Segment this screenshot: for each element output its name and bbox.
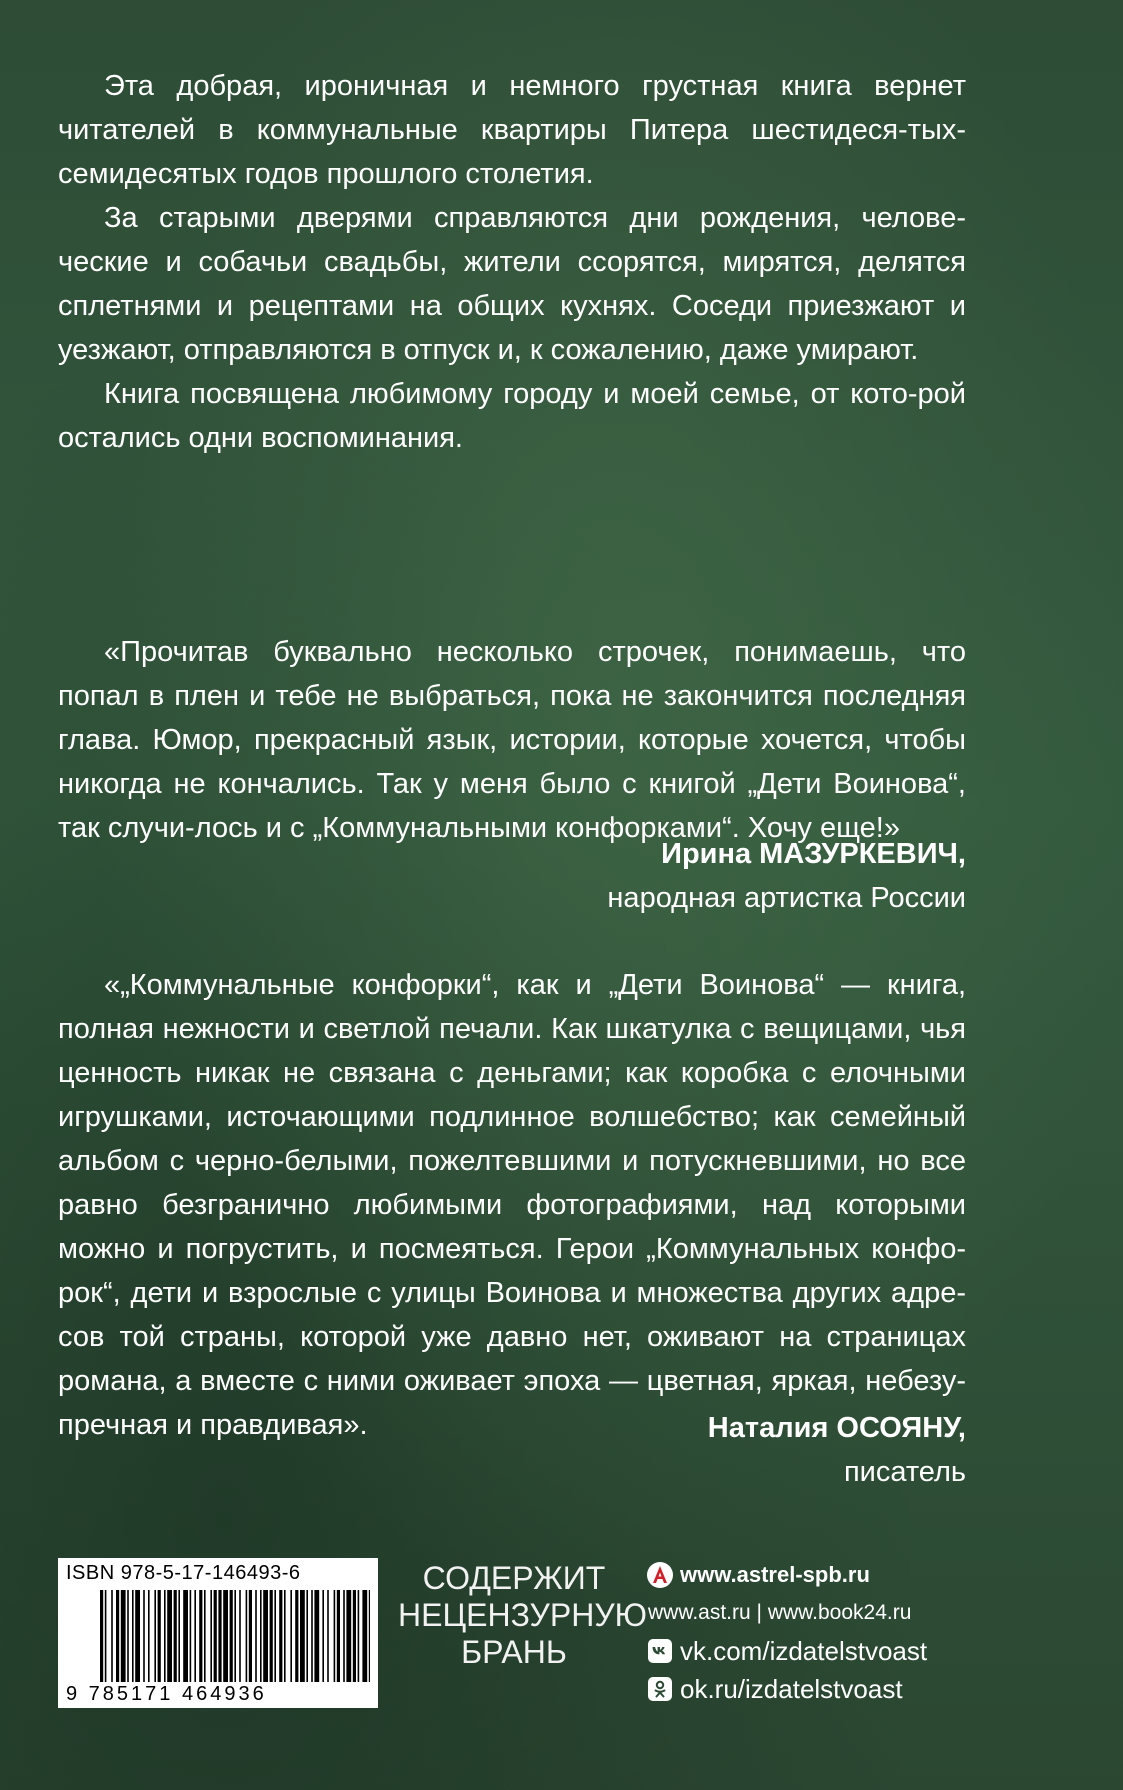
barcode-bar xyxy=(158,1590,161,1682)
barcode-digits: 9 785171 464936 xyxy=(66,1683,267,1705)
barcode-bar xyxy=(148,1590,150,1682)
vk-link[interactable]: vk.com/izdatelstvoast xyxy=(680,1635,928,1666)
barcode-bar xyxy=(255,1590,257,1682)
barcode-bar xyxy=(190,1590,192,1682)
barcode-bar xyxy=(246,1590,248,1682)
barcode-bar xyxy=(279,1590,282,1682)
author-name: Ирина МАЗУРКЕВИЧ, xyxy=(661,838,966,870)
barcode-bar xyxy=(143,1590,145,1682)
barcode-bars xyxy=(100,1590,370,1682)
barcode-bar xyxy=(135,1590,140,1682)
vk-icon xyxy=(646,1637,674,1665)
ok-row xyxy=(646,1670,976,1708)
barcode-bar xyxy=(343,1590,345,1682)
author-name: Наталия ОСОЯНУ, xyxy=(707,1412,966,1444)
other-sites-row xyxy=(646,1594,976,1632)
barcode-bar xyxy=(337,1590,340,1682)
barcode-bar xyxy=(167,1590,172,1682)
barcode-bar xyxy=(239,1590,241,1682)
blurb-paragraph: Эта добрая, ироничная и немного грустная книга вернет читателей в коммунальные квартиры Питера шестидеся-тых-семидесятых годов прошлого столетия. xyxy=(58,70,966,190)
barcode-bar xyxy=(111,1590,113,1682)
barcode-bar xyxy=(314,1590,319,1682)
publisher-contacts xyxy=(646,1556,976,1708)
warning-line: НЕЦЕНЗУРНУЮ xyxy=(398,1597,647,1633)
barcode-bar xyxy=(353,1590,356,1682)
barcode-bar xyxy=(234,1590,236,1682)
warning-line: БРАНЬ xyxy=(461,1634,567,1670)
barcode-bar xyxy=(295,1590,298,1682)
barcode-bar xyxy=(178,1590,180,1682)
barcode-bar xyxy=(199,1590,202,1682)
odnoklassniki-icon xyxy=(646,1675,674,1703)
content-warning xyxy=(398,1560,647,1671)
barcode-bar xyxy=(164,1590,166,1682)
publisher-logo-icon xyxy=(646,1561,674,1589)
barcode-bar xyxy=(127,1590,129,1682)
warning-line: СОДЕРЖИТ xyxy=(422,1560,606,1596)
barcode-bar xyxy=(121,1590,126,1682)
review-quote-1 xyxy=(58,630,966,850)
barcode-bar xyxy=(230,1590,233,1682)
blurb-paragraph: Книга посвящена любимому городу и моей семье, от кото-рой остались одни воспоминания. xyxy=(58,378,966,454)
barcode-bar xyxy=(322,1590,324,1682)
barcode-bar xyxy=(174,1590,177,1682)
barcode-bar xyxy=(334,1590,336,1682)
ok-link[interactable]: ok.ru/izdatelstvoast xyxy=(680,1673,903,1704)
barcode-bar xyxy=(263,1590,268,1682)
barcode-bar xyxy=(132,1590,134,1682)
isbn-number: ISBN 978-5-17-146493-6 xyxy=(66,1562,301,1584)
barcode-bar xyxy=(270,1590,273,1682)
barcode-bar xyxy=(362,1590,367,1682)
barcode-bar xyxy=(284,1590,286,1682)
barcode-bar xyxy=(260,1590,262,1682)
main-site-row xyxy=(646,1556,976,1594)
barcode-bar xyxy=(218,1590,221,1682)
isbn-barcode xyxy=(58,1558,378,1708)
review-author-1 xyxy=(607,832,966,920)
barcode-bar xyxy=(290,1590,292,1682)
barcode-bar xyxy=(154,1590,156,1682)
blurb-paragraph: За старыми дверями справляются дни рождения, челове-ческие и собачьи свадьбы, жители ссорятся, мирятся, делятся сплетнями и рецептами на общих кухнях. Соседи приезжают и уезжают, отправляются в отпуск и, к сожалению, даже умирают. xyxy=(58,202,966,366)
author-role: народная артистка России xyxy=(607,882,966,914)
barcode-bar xyxy=(204,1590,206,1682)
barcode-bar xyxy=(358,1590,360,1682)
barcode-bar xyxy=(116,1590,119,1682)
barcode-bar xyxy=(214,1590,217,1682)
book-blurb xyxy=(58,64,966,460)
barcode-bar xyxy=(194,1590,196,1682)
author-role: писатель xyxy=(843,1456,966,1488)
barcode-bar xyxy=(249,1590,252,1682)
review-text: «„Коммунальные конфорки“, как и „Дети Воинова“ — книга, полная нежности и светлой печали. Как шкатулка с вещицами, чья ценность никак не связана с деньгами; как коробка с елочными игрушками, источающими подлинное волшебство; как семейный альбом с черно-белыми, пожелтевшими и потускневшими, но все равно безгранично любимыми фотографиями, над которыми можно и погрустить, и посмеяться. Герои „Коммунальных конфо-рок“, дети и взрослые с улицы Воинова и множества других адре-сов той страны, которой уже давно нет, оживают на страницах романа, а вместе с ними оживает эпоха — цветная, яркая, небезу-пречная и правдивая». xyxy=(58,969,966,1441)
barcode-bar xyxy=(183,1590,188,1682)
barcode-bar xyxy=(346,1590,351,1682)
barcode-bar xyxy=(311,1590,313,1682)
barcode-bar xyxy=(369,1590,370,1682)
review-quote-2 xyxy=(58,963,966,1447)
barcode-bar xyxy=(105,1590,107,1682)
vk-row xyxy=(646,1632,976,1670)
barcode-bar xyxy=(327,1590,329,1682)
review-author-2 xyxy=(708,1406,966,1494)
barcode-bar xyxy=(306,1590,308,1682)
main-site-link[interactable]: www.astrel-spb.ru xyxy=(680,1562,870,1587)
barcode-bar xyxy=(100,1590,103,1682)
barcode-bar xyxy=(274,1590,276,1682)
other-sites-links[interactable]: www.ast.ru | www.book24.ru xyxy=(648,1601,912,1624)
barcode-bar xyxy=(223,1590,228,1682)
review-text: «Прочитав буквально несколько строчек, понимаешь, что попал в плен и тебе не выбраться, пока не закончится последняя глава. Юмор, прекрасный язык, истории, которые хочется, чтобы никогда не кончались. Так у меня было с книгой „Дети Воинова“, так случи-лось и с „Коммунальными конфорками“. Хочу еще!» xyxy=(58,636,966,844)
barcode-bar xyxy=(210,1590,212,1682)
barcode-bar xyxy=(300,1590,305,1682)
